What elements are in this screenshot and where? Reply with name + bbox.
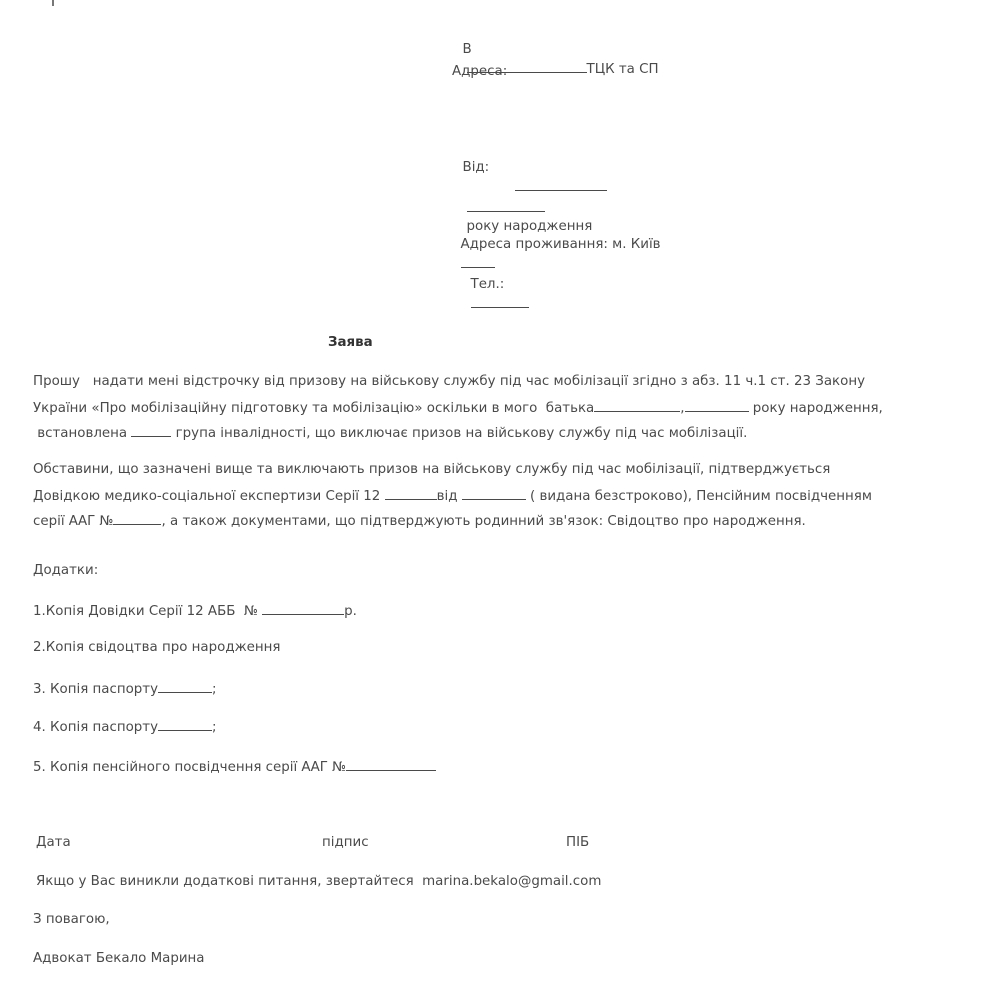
addressee-prefix: В (462, 42, 472, 57)
address-label: Адреса: (452, 64, 508, 79)
father-name-blank[interactable] (594, 398, 680, 412)
phone-line (462, 258, 529, 314)
paragraph1-line3-end: група інвалідності, що виключає призов на військову службу під час мобілізації. (171, 426, 748, 441)
birth-year-label: року народження (466, 219, 593, 234)
certificate-date-blank[interactable] (462, 486, 526, 500)
phone-blank[interactable] (471, 294, 529, 308)
residence-label: Адреса проживання: м. Київ (460, 237, 661, 252)
attachment-item-3-text: 3. Копія паспорту (33, 682, 159, 697)
regards: З повагою, (33, 912, 110, 927)
cropped-glyph-fragment (52, 0, 54, 6)
semicolon: ; (212, 720, 217, 735)
comma: , (680, 401, 685, 416)
attachment-item-3 (33, 679, 217, 699)
paragraph2-line2 (33, 486, 872, 506)
addressee-suffix: ТЦК та СП (586, 62, 659, 77)
paragraph1-line3 (33, 423, 747, 443)
paragraph1-line2-end: року народження, (748, 401, 883, 416)
paragraph2-line2-end: ( видана безстроково), Пенсійним посвідченням (525, 489, 872, 504)
attachment-item-4-text: 4. Копія паспорту (33, 720, 159, 735)
paragraph2-from-label: від (436, 489, 462, 504)
from-label: Від: (462, 160, 490, 175)
attachment-item-2: 2.Копія свідоцтва про народження (33, 640, 281, 655)
attachments-label: Додатки: (33, 563, 99, 578)
attachment-item-1-suffix: р. (344, 604, 357, 619)
paragraph1-line2-text: України «Про мобілізаційну підготовку та мобілізацію» оскільки в мого батька (33, 401, 595, 416)
paragraph2-line3-end: , а також документами, що підтверджують родинний зв'язок: Свідоцтво про народження. (161, 514, 806, 529)
phone-label: Тел.: (470, 277, 505, 292)
attachment-item-5-text: 5. Копія пенсійного посвідчення серії ААГ № (33, 760, 347, 775)
disability-group-blank[interactable] (131, 423, 171, 437)
author: Адвокат Бекало Марина (33, 951, 205, 966)
paragraph2-line1: Обставини, що зазначені вище та виключають призов на військову службу під час мобілізації, підтверджується (33, 462, 831, 477)
attachment-1-number-blank[interactable] (262, 601, 344, 615)
attachment-item-5 (33, 757, 436, 777)
certificate-number-blank[interactable] (385, 486, 437, 500)
paragraph2-line2-start: Довідкою медико-соціальної експертизи Серії 12 (33, 489, 385, 504)
semicolon: ; (212, 682, 217, 697)
pension-number-blank[interactable] (113, 511, 161, 525)
paragraph1-line1: Прошу надати мені відстрочку від призову на військову службу під час мобілізації згідно з абз. 11 ч.1 ст. 23 Закону (33, 374, 866, 389)
paragraph2-line3-start: серії ААГ № (33, 514, 114, 529)
attachment-item-1 (33, 601, 357, 621)
birth-year-blank[interactable] (467, 198, 545, 212)
attachment-item-1-text: 1.Копія Довідки Серії 12 АББ № (33, 604, 263, 619)
pension-certificate-blank[interactable] (346, 757, 436, 771)
paragraph1-line2 (33, 398, 883, 418)
paragraph1-line3-start: встановлена (33, 426, 132, 441)
signature-name: ПІБ (566, 835, 590, 850)
contact-text: Якщо у Вас виникли додаткові питання, звертайтеся marina.bekalo@gmail.com (36, 874, 602, 889)
attachment-item-4 (33, 717, 217, 737)
passport-2-blank[interactable] (158, 717, 212, 731)
signature-date: Дата (36, 835, 71, 850)
signature-sign: підпис (322, 835, 369, 850)
document-title: Заява (328, 335, 373, 350)
passport-1-blank[interactable] (158, 679, 212, 693)
father-birth-year-blank[interactable] (685, 398, 749, 412)
paragraph2-line3 (33, 511, 806, 531)
